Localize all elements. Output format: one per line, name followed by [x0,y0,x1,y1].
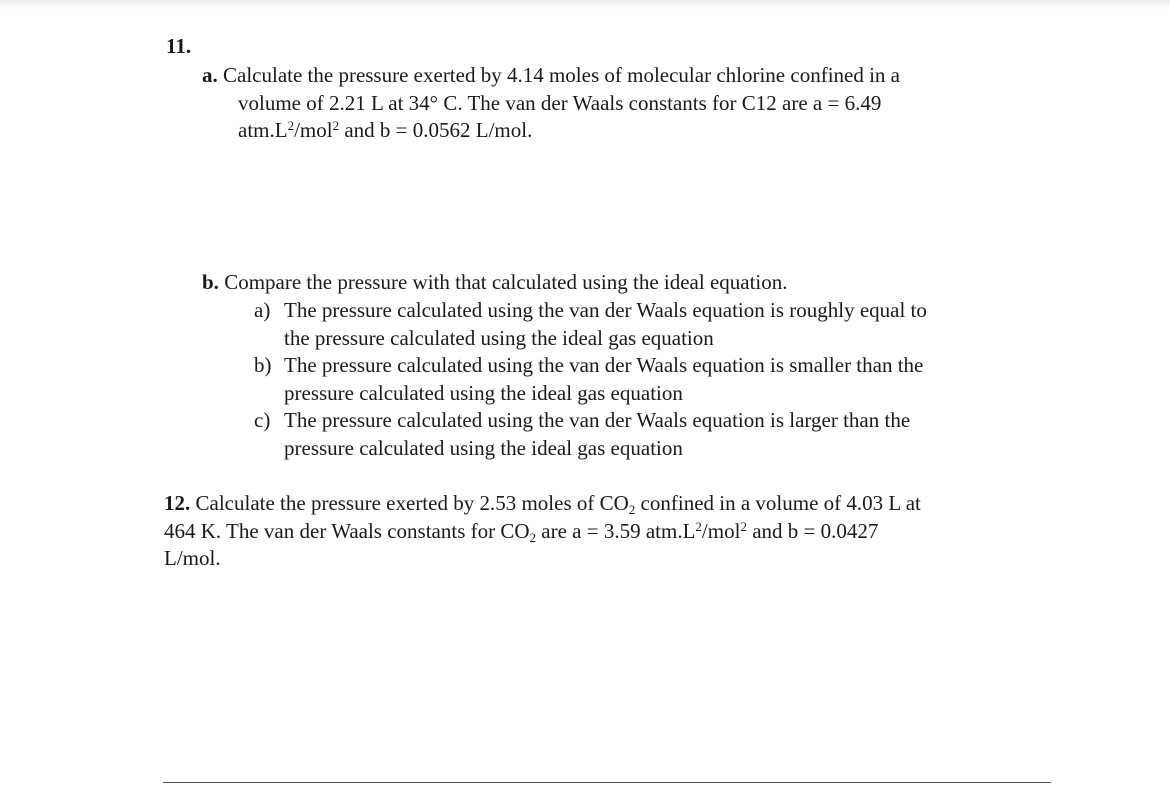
subscript-2: 2 [628,502,636,517]
option-b-text-1: The pressure calculated using the van der Waals equation is smaller than the [284,353,924,377]
superscript-2: 2 [287,118,295,133]
superscript-2: 2 [695,518,702,534]
option-b-line-2: pressure calculated using the ideal gas equation [284,380,683,405]
page-top-shadow [0,0,1170,10]
option-a[interactable] [254,297,1054,352]
part-a-label: a. [202,63,218,87]
option-c-line-1 [254,407,1054,435]
q12-text-2c: /mol [701,518,741,543]
option-b[interactable] [254,352,1054,407]
option-c[interactable] [254,407,1054,462]
question-12-line-1 [164,490,1054,518]
part-a-text-3c: and b = 0.0562 L/mol. [339,118,533,142]
question-11-part-b [202,269,1042,297]
question-12-number: 12. [164,491,191,515]
q12-text-2d: and b = 0.0427 [746,518,879,543]
part-a-line-1 [202,62,1042,90]
option-c-text-1: The pressure calculated using the van der Waals equation is larger than the [284,408,911,432]
q12-text-1a: Calculate the pressure exerted by 2.53 moles of CO [190,491,629,515]
part-a-line-2: volume of 2.21 L at 34° C. The van der Waals constants for C12 are a = 6.49 [238,90,882,115]
option-b-line-1 [254,352,1054,380]
superscript-2: 2 [740,518,747,534]
option-b-letter: b) [254,353,272,377]
option-a-letter: a) [254,298,271,322]
q12-text-1b: confined in a volume of 4.03 L at [635,491,921,515]
option-c-line-2: pressure calculated using the ideal gas equation [284,435,683,460]
part-b-text: Compare the pressure with that calculated using the ideal equation. [224,270,788,294]
part-a-text-3b: /mol [294,118,333,142]
question-12 [164,490,1054,573]
option-a-text-1: The pressure calculated using the van der Waals equation is roughly equal to [284,298,927,322]
q12-text-2b: are a = 3.59 atm.L [536,518,696,543]
part-a-text-1: Calculate the pressure exerted by 4.14 moles of molecular chlorine confined in a [223,63,901,87]
option-a-line-1 [254,297,1054,325]
footer-divider [163,782,1051,783]
option-c-letter: c) [254,408,271,432]
question-12-line-3: L/mol. [164,546,221,570]
superscript-2: 2 [332,118,340,133]
option-a-line-2: the pressure calculated using the ideal gas equation [284,325,714,350]
subscript-2: 2 [529,529,537,545]
question-12-line-2 [164,518,1054,546]
part-a-line-3 [202,117,1042,145]
part-b-label: b. [202,270,219,294]
q12-text-2a: 464 K. The van der Waals constants for CO [164,518,530,543]
question-11-number: 11. [166,34,192,58]
question-11-part-a [202,62,1042,145]
part-a-text-3a: atm.L [238,118,288,142]
